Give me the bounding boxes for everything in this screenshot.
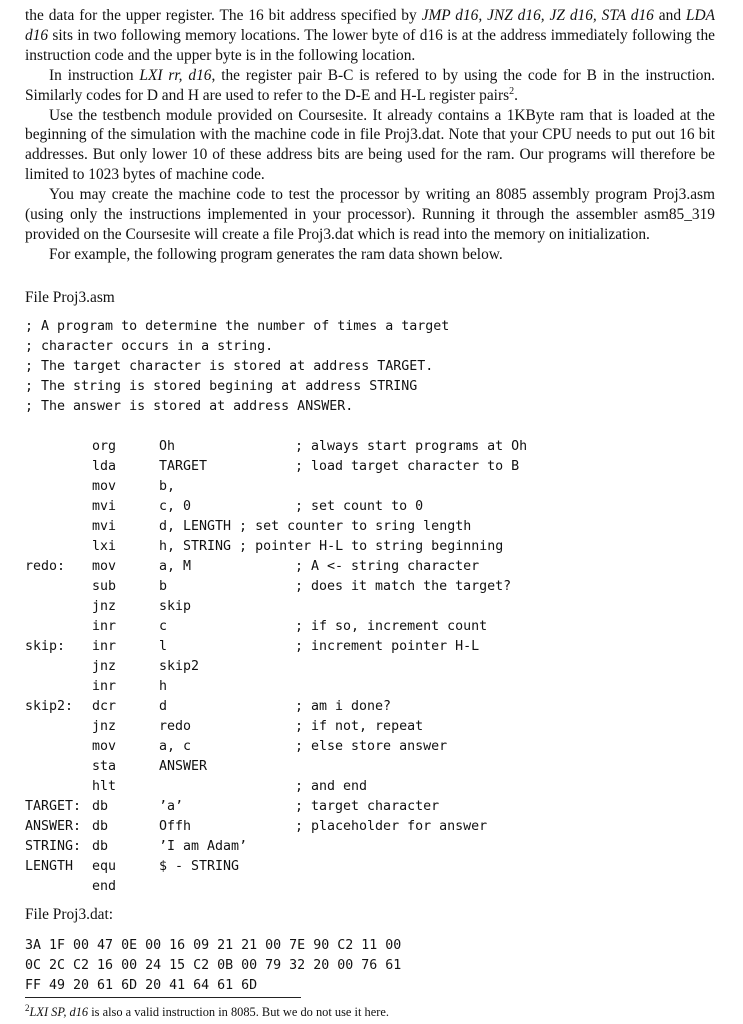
opcode: inr xyxy=(92,619,117,634)
inline-comment: ; else store answer xyxy=(295,739,448,754)
hex-line: 3A 1F 00 47 0E 00 16 09 21 21 00 7E 90 C2 11 00 xyxy=(25,938,402,953)
instruction-lxi: LXI rr, d16 xyxy=(139,66,212,84)
listing-row xyxy=(25,757,725,777)
listing-row xyxy=(25,837,725,857)
opcode: sub xyxy=(92,579,117,594)
comment-line: ; A program to determine the number of times a target xyxy=(25,319,450,334)
operand: redo xyxy=(159,719,192,734)
paragraph-2: In instruction LXI rr, d16, the register pair B-C is refered to by using the code for B in the instruction. Similarly codes for D and H are used to refer to the D-E and H-L register pairs$^2$. xyxy=(25,66,715,104)
listing-row xyxy=(25,557,725,577)
opcode: sta xyxy=(92,759,117,774)
listing-row xyxy=(25,517,725,537)
listing-row xyxy=(25,657,725,677)
footnote-text: is also a valid instruction in 8085. But we do not use it here. xyxy=(88,1005,389,1019)
opcode: org xyxy=(92,439,117,454)
listing-row xyxy=(25,637,725,657)
line-label: redo: xyxy=(25,559,66,574)
inline-comment: ; and end xyxy=(295,779,368,794)
inline-comment: ; placeholder for answer xyxy=(295,819,488,834)
operand: ’I am Adam’ xyxy=(159,839,248,854)
listing-row xyxy=(25,697,725,717)
asm-file-label: File Proj3.asm xyxy=(25,289,115,306)
operand: Oh xyxy=(159,439,176,454)
operand: l xyxy=(159,639,168,654)
opcode: lda xyxy=(92,459,117,474)
opcode: jnz xyxy=(92,659,117,674)
listing-row xyxy=(25,857,725,877)
opcode: mov xyxy=(92,739,117,754)
comment-line: ; The target character is stored at address TARGET. xyxy=(25,359,434,374)
listing-row xyxy=(25,797,725,817)
listing-row xyxy=(25,677,725,697)
opcode: db xyxy=(92,819,109,834)
listing-row xyxy=(25,877,725,897)
footnote-instruction: LXI SP, d16 xyxy=(29,1005,89,1019)
listing-row xyxy=(25,437,725,457)
line-label: LENGTH xyxy=(25,859,74,874)
inline-comment: ; target character xyxy=(295,799,440,814)
opcode: mvi xyxy=(92,519,117,534)
operand: d xyxy=(159,699,168,714)
paragraph-3: Use the testbench module provided on Coursesite. It already contains a 1KByte ram that is loaded at the beginning of the simulation with the machine code in file Proj3.dat. Note that your CPU needs to put out 16 bit addresses. But only lower 10 of these address bits are being used for the ram. Our programs will therefore be limited to 1023 bytes of machine code. xyxy=(25,106,715,184)
operand: $ - STRING xyxy=(159,859,240,874)
instruction-list-1: JMP d16, JNZ d16, JZ d16, STA d16 xyxy=(421,7,654,24)
listing-row xyxy=(25,477,725,497)
hex-line: FF 49 20 61 6D 20 41 64 61 6D xyxy=(25,978,258,993)
opcode: inr xyxy=(92,639,117,654)
operand: b xyxy=(159,579,168,594)
operand: a, M xyxy=(159,559,192,574)
paragraph-1: the data for the upper register. The 16 bit address specified by JMP d16, JNZ d16, JZ d16, STA d16 and LDA d16 sits in two following memory locations. The lower byte of d16 is at the address immediately following the instruction code and the upper byte is in the following location. xyxy=(25,7,715,64)
opcode: lxi xyxy=(92,539,117,554)
listing-row xyxy=(25,597,725,617)
opcode: db xyxy=(92,839,109,854)
comment-line: ; The answer is stored at address ANSWER. xyxy=(25,399,354,414)
opcode: inr xyxy=(92,679,117,694)
listing-row xyxy=(25,537,725,557)
inline-comment: ; A <- string character xyxy=(295,559,480,574)
opcode: equ xyxy=(92,859,117,874)
operand: b, xyxy=(159,479,176,494)
inline-comment: ; load target character to B xyxy=(295,459,520,474)
inline-comment: ; does it match the target? xyxy=(295,579,512,594)
listing-row xyxy=(25,817,725,837)
opcode: jnz xyxy=(92,719,117,734)
comment-line: ; The string is stored begining at address STRING xyxy=(25,379,418,394)
header-comment-block xyxy=(25,317,725,417)
operand: TARGET xyxy=(159,459,208,474)
listing-row xyxy=(25,717,725,737)
operand: skip2 xyxy=(159,659,200,674)
operand: Offh xyxy=(159,819,192,834)
hex-line: 0C 2C C2 16 00 24 15 C2 0B 00 79 32 20 00 76 61 xyxy=(25,958,402,973)
line-label: STRING: xyxy=(25,839,82,854)
opcode: dcr xyxy=(92,699,117,714)
inline-comment: ; if not, repeat xyxy=(295,719,424,734)
footnote-mark: 2 xyxy=(25,1003,30,1013)
inline-comment: ; set count to 0 xyxy=(295,499,424,514)
inline-comment: ; if so, increment count xyxy=(295,619,488,634)
opcode: end xyxy=(92,879,117,894)
inline-comment: ; am i done? xyxy=(295,699,392,714)
paragraph-5: For example, the following program generates the ram data shown below. xyxy=(49,245,503,263)
operand: h xyxy=(159,679,168,694)
listing-row xyxy=(25,737,725,757)
paragraph-4: You may create the machine code to test the processor by writing an 8085 assembly program Proj3.asm (using only the instructions implemented in your processor). Running it through the assembler asm85_319 provided on the Coursesite will create a file Proj3.dat which is read into the memory on initialization. xyxy=(25,186,715,243)
footnote-reference: 2 xyxy=(509,85,515,97)
comment-line: ; character occurs in a string. xyxy=(25,339,274,354)
listing-row xyxy=(25,497,725,517)
operand: ’a’ xyxy=(159,799,184,814)
listing-row xyxy=(25,577,725,597)
opcode: mvi xyxy=(92,499,117,514)
operand: c, 0 xyxy=(159,499,192,514)
hex-dump xyxy=(25,936,401,996)
line-label: ANSWER: xyxy=(25,819,82,834)
assembly-listing xyxy=(25,437,725,897)
operand: skip xyxy=(159,599,192,614)
opcode: mov xyxy=(92,479,117,494)
opcode: hlt xyxy=(92,779,117,794)
inline-comment: ; always start programs at Oh xyxy=(295,439,528,454)
dat-file-label: File Proj3.dat: xyxy=(25,906,114,923)
operand: a, c xyxy=(159,739,192,754)
operand: d, LENGTH ; set counter to sring length xyxy=(159,519,472,534)
listing-row xyxy=(25,457,725,477)
opcode: mov xyxy=(92,559,117,574)
listing-row xyxy=(25,617,725,637)
instruction-lda: LDA d16 xyxy=(25,7,715,44)
opcode: db xyxy=(92,799,109,814)
inline-comment: ; increment pointer H-L xyxy=(295,639,480,654)
operand: c xyxy=(159,619,168,634)
opcode: jnz xyxy=(92,599,117,614)
body-text xyxy=(25,6,715,265)
footnote-divider xyxy=(25,997,301,998)
operand: ANSWER xyxy=(159,759,208,774)
operand: h, STRING ; pointer H-L to string beginning xyxy=(159,539,504,554)
line-label: skip: xyxy=(25,639,66,654)
listing-row xyxy=(25,777,725,797)
footnote xyxy=(25,1000,389,1020)
line-label: TARGET: xyxy=(25,799,82,814)
line-label: skip2: xyxy=(25,699,74,714)
